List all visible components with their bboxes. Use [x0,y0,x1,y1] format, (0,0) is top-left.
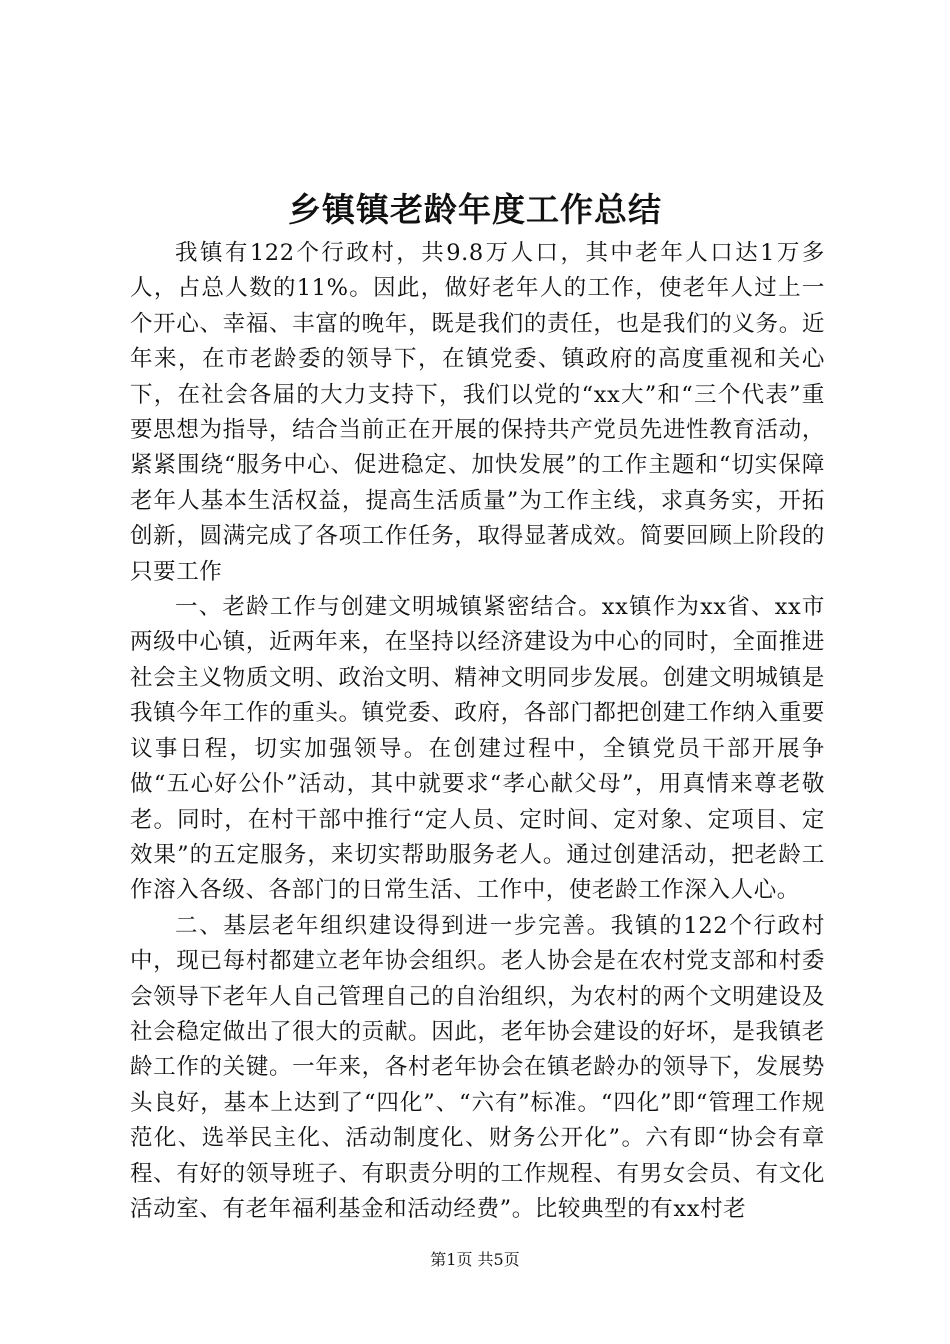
document-body [130,236,825,1227]
paragraph-section-2: 二、基层老年组织建设得到进一步完善。我镇的122个行政村中，现已每村都建立老年协会组织。老人协会是在农村党支部和村委会领导下老年人自己管理自己的自治组织，为农村的两个文明建设及社会稳定做出了很大的贡献。因此，老年协会建设的好坏，是我镇老龄工作的关键。一年来，各村老年协会在镇老龄办的领导下，发展势头良好，基本上达到了“四化”、“六有”标准。“四化”即“管理工作规范化、选举民主化、活动制度化、财务公开化”。六有即“协会有章程、有好的领导班子、有职责分明的工作规程、有男女会员、有文化活动室、有老年福利基金和活动经费”。比较典型的有xx村老 [130,912,825,1222]
page-number-footer: 第1页 共5页 [430,1250,520,1269]
paragraph-section-1: 一、老龄工作与创建文明城镇紧密结合。xx镇作为xx省、xx市两级中心镇，近两年来，在坚持以经济建设为中心的同时，全面推进社会主义物质文明、政治文明、精神文明同步发展。创建文明城镇是我镇今年工作的重头。镇党委、政府，各部门都把创建工作纳入重要议事日程，切实加强领导。在创建过程中，全镇党员干部开展争做“五心好公仆”活动，其中就要求“孝心献父母”，用真情来尊老敬老。同时，在村干部中推行“定人员、定时间、定对象、定项目、定效果”的五定服务，来切实帮助服务老人。通过创建活动，把老龄工作溶入各级、各部门的日常生活、工作中，使老龄工作深入人心。 [130,594,825,904]
document-title: 乡镇镇老龄年度工作总结 [288,190,662,229]
paragraph-intro: 我镇有122个行政村，共9.8万人口，其中老年人口达1万多人，占总人数的11%。因此，做好老年人的工作，使老年人过上一个开心、幸福、丰富的晚年，既是我们的责任，也是我们的义务。近年来，在市老龄委的领导下，在镇党委、镇政府的高度重视和关心下，在社会各届的大力支持下，我们以党的“xx大”和“三个代表”重要思想为指导，结合当前正在开展的保持共产党员先进性教育活动，紧紧围绕“服务中心、促进稳定、加快发展”的工作主题和“切实保障老年人基本生活权益，提高生活质量”为工作主线，求真务实，开拓创新，圆满完成了各项工作任务，取得显著成效。简要回顾上阶段的只要工作 [130,240,825,585]
